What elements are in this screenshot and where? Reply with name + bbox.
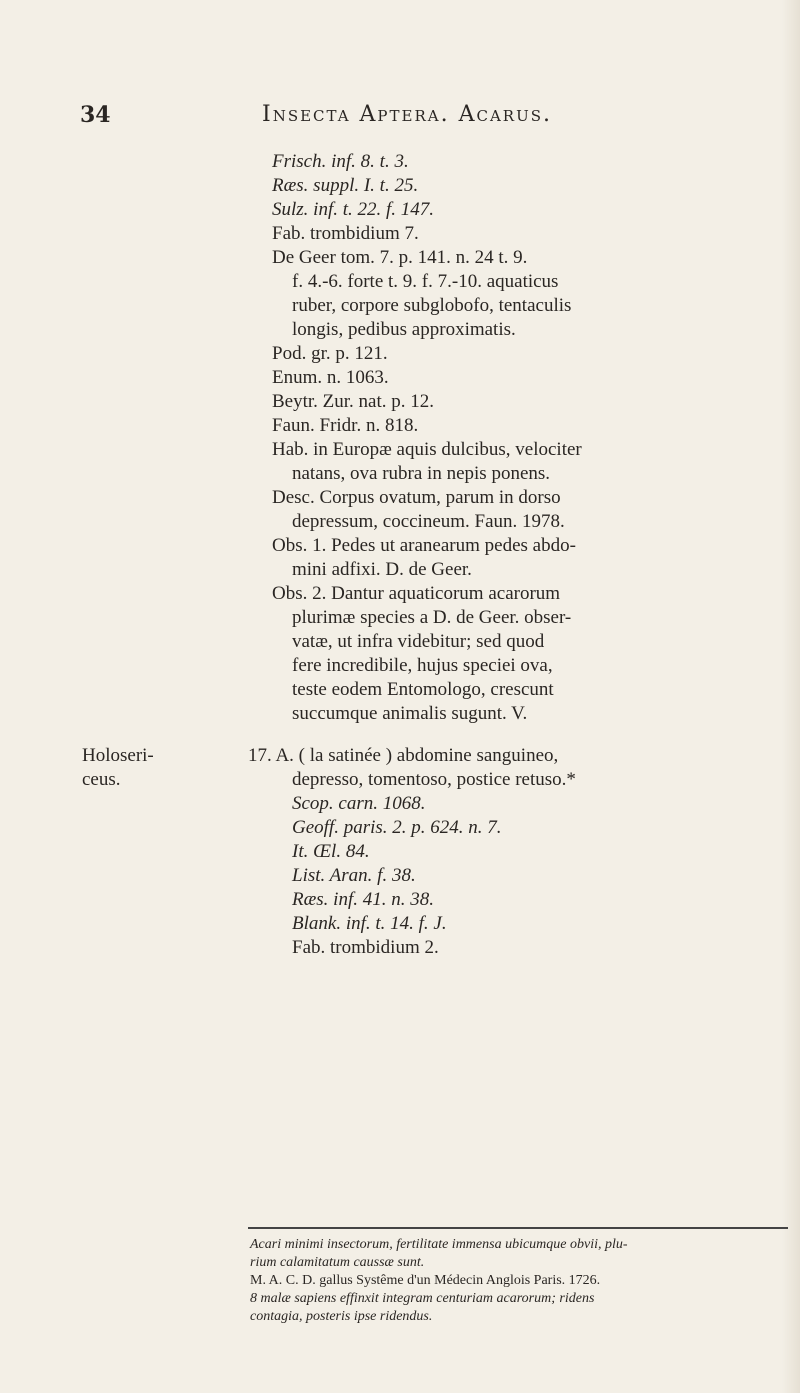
text-line: Faun. Fridr. n. 818. [272,415,419,436]
text-line: mini adfixi. D. de Geer. [292,559,472,580]
text-line: 17. A. ( la satinée ) abdomine sanguineo, [248,745,559,766]
text-line: Desc. Corpus ovatum, parum in dorso [272,487,561,508]
text-line: Scop. carn. 1068. [292,793,426,814]
text-line: succumque animalis sugunt. V. [292,703,528,724]
text-line: depresso, tomentoso, postice retuso.* [292,769,576,790]
running-title: Insecta Aptera. Acarus. [262,102,552,127]
text-line: Ræs. suppl. I. t. 25. [272,175,419,196]
text-line: Fab. trombidium 2. [292,937,439,958]
text-line: vatæ, ut infra videbitur; sed quod [292,631,545,652]
text-line: Ræs. inf. 41. n. 38. [292,889,434,910]
text-line: Fab. trombidium 7. [272,223,419,244]
page-edge [782,0,800,1393]
text-line: Blank. inf. t. 14. f. J. [292,913,447,934]
text-line: Hab. in Europæ aquis dulcibus, velociter [272,439,582,460]
footnote-line: Acari minimi insectorum, fertilitate immensa ubicumque obvii, plu- [250,1237,628,1252]
text-line: De Geer tom. 7. p. 141. n. 24 t. 9. [272,247,528,268]
text-line: natans, ova rubra in nepis ponens. [292,463,551,484]
footnote-line: 8 malæ sapiens effinxit integram centuriam acarorum; ridens [250,1291,595,1306]
text-line: depressum, coccineum. Faun. 1978. [292,511,565,532]
text-line: Enum. n. 1063. [272,367,389,388]
species-name-label: Holoseri- [82,745,154,766]
text-line: longis, pedibus approximatis. [292,319,516,340]
text-line: List. Aran. f. 38. [292,865,416,886]
page-number: 34 [80,102,111,128]
text-line: Beytr. Zur. nat. p. 12. [272,391,435,412]
text-line: Geoff. paris. 2. p. 624. n. 7. [292,817,502,838]
text-line: Pod. gr. p. 121. [272,343,388,364]
text-line: It. Œl. 84. [292,841,370,862]
text-line: ruber, corpore subglobofo, tentaculis [292,295,572,316]
footnote-rule [248,1227,788,1229]
footnote-line: M. A. C. D. gallus Systême d'un Médecin Anglois Paris. 1726. [250,1273,601,1288]
species-name-label: ceus. [82,769,121,790]
text-line: f. 4.-6. forte t. 9. f. 7.-10. aquaticus [292,271,559,292]
text-line: plurimæ species a D. de Geer. obser- [292,607,572,628]
text-line: Sulz. inf. t. 22. f. 147. [272,199,435,220]
text-line: Obs. 1. Pedes ut aranearum pedes abdo- [272,535,576,556]
text-line: Obs. 2. Dantur aquaticorum acarorum [272,583,561,604]
text-line: Frisch. inf. 8. t. 3. [272,151,409,172]
text-line: teste eodem Entomologo, crescunt [292,679,554,700]
text-line: fere incredibile, hujus speciei ova, [292,655,553,676]
footnote-line: rium calamitatum caussæ sunt. [250,1255,425,1270]
footnote-line: contagia, posteris ipse ridendus. [250,1309,433,1324]
